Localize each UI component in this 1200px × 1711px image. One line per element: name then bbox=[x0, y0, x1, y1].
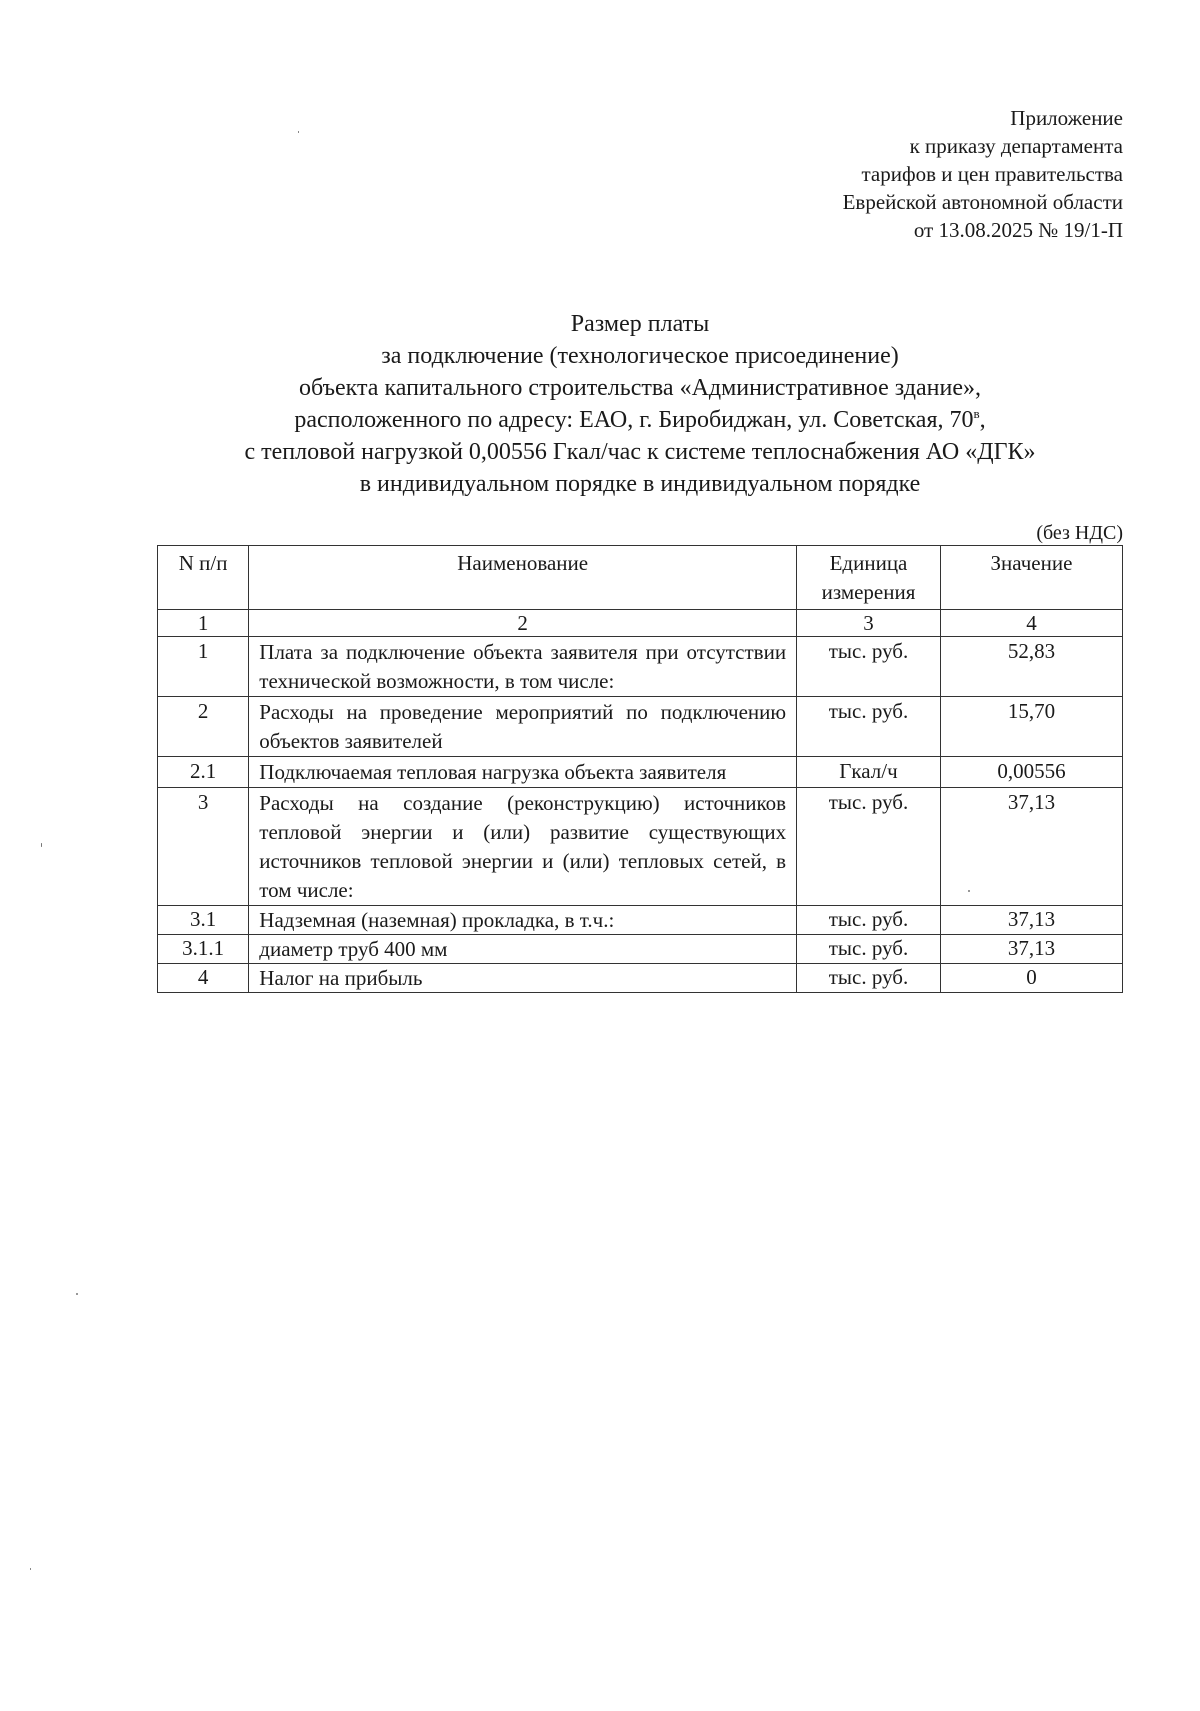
table-row bbox=[158, 637, 1123, 697]
title-line-3: объекта капитального строительства «Административное здание», bbox=[298, 375, 981, 401]
table-row bbox=[158, 788, 1123, 906]
scan-speck bbox=[968, 890, 970, 892]
scan-speck bbox=[298, 131, 299, 133]
row-unit: тыс. руб. bbox=[797, 906, 941, 935]
table-row bbox=[158, 757, 1123, 788]
row-unit: Гкал/ч bbox=[797, 757, 941, 788]
row-name: Надземная (наземная) прокладка, в т.ч.: bbox=[249, 906, 797, 935]
row-unit: тыс. руб. bbox=[797, 964, 941, 993]
table-row bbox=[158, 935, 1123, 964]
title-line-5: с тепловой нагрузкой 0,00556 Гкал/час к системе теплоснабжения АО «ДГК» bbox=[244, 439, 1036, 465]
row-unit: тыс. руб. bbox=[797, 788, 941, 906]
scan-speck bbox=[30, 1568, 31, 1570]
title-line-6: в индивидуальном порядке в индивидуальном порядке bbox=[359, 471, 921, 497]
title-address-comma: , bbox=[979, 407, 986, 433]
document-title bbox=[130, 308, 1150, 500]
appendix-line-2: к приказу департамента bbox=[909, 134, 1123, 158]
column-index-cell: 2 bbox=[249, 610, 797, 637]
row-value: 15,70 bbox=[940, 697, 1122, 757]
header-name: Наименование bbox=[249, 546, 797, 610]
vat-note: (без НДС) bbox=[1036, 522, 1123, 544]
row-num: 2.1 bbox=[158, 757, 249, 788]
row-num: 3.1 bbox=[158, 906, 249, 935]
row-unit: тыс. руб. bbox=[797, 697, 941, 757]
header-num: N п/п bbox=[158, 546, 249, 610]
row-value: 37,13 bbox=[940, 935, 1122, 964]
row-num: 3.1.1 bbox=[158, 935, 249, 964]
row-num: 3 bbox=[158, 788, 249, 906]
row-unit: тыс. руб. bbox=[797, 637, 941, 697]
title-line-4 bbox=[130, 404, 1150, 436]
table-header-row bbox=[158, 546, 1123, 610]
title-line-1: Размер платы bbox=[570, 311, 710, 337]
appendix-line-3: тарифов и цен правительства bbox=[861, 162, 1123, 186]
row-value: 0 bbox=[940, 964, 1122, 993]
table-row bbox=[158, 697, 1123, 757]
row-value: 37,13 bbox=[940, 906, 1122, 935]
row-num: 4 bbox=[158, 964, 249, 993]
title-line-2: за подключение (технологическое присоединение) bbox=[381, 343, 899, 369]
column-index-cell: 3 bbox=[797, 610, 941, 637]
appendix-line-1: Приложение bbox=[1010, 106, 1123, 130]
column-index-cell: 4 bbox=[940, 610, 1122, 637]
row-name: диаметр труб 400 мм bbox=[249, 935, 797, 964]
table-row bbox=[158, 906, 1123, 935]
header-value: Значение bbox=[940, 546, 1122, 610]
row-name: Расходы на проведение мероприятий по подключению объектов заявителей bbox=[249, 697, 797, 757]
header-unit: Единица измерения bbox=[797, 546, 941, 610]
row-name: Плата за подключение объекта заявителя при отсутствии технической возможности, в том числе: bbox=[249, 637, 797, 697]
column-index-row bbox=[158, 610, 1123, 637]
row-value: 37,13 bbox=[940, 788, 1122, 906]
scan-speck bbox=[76, 1293, 78, 1295]
row-num: 1 bbox=[158, 637, 249, 697]
row-value: 0,00556 bbox=[940, 757, 1122, 788]
appendix-header bbox=[843, 104, 1123, 244]
row-value: 52,83 bbox=[940, 637, 1122, 697]
column-index-cell: 1 bbox=[158, 610, 249, 637]
appendix-line-5: от 13.08.2025 № 19/1-П bbox=[913, 218, 1123, 242]
scan-speck bbox=[41, 843, 42, 847]
appendix-line-4: Еврейской автономной области bbox=[842, 190, 1123, 214]
table-row bbox=[158, 964, 1123, 993]
title-address-superscript: в bbox=[973, 406, 980, 421]
row-name: Расходы на создание (реконструкцию) источников тепловой энергии и (или) развитие существующих источников тепловой энергии и (или) тепловых сетей, в том числе: bbox=[249, 788, 797, 906]
fee-table bbox=[157, 545, 1123, 993]
row-name: Подключаемая тепловая нагрузка объекта заявителя bbox=[249, 757, 797, 788]
title-address: расположенного по адресу: ЕАО, г. Биробиджан, ул. Советская, 70 bbox=[294, 407, 974, 433]
row-name: Налог на прибыль bbox=[249, 964, 797, 993]
row-num: 2 bbox=[158, 697, 249, 757]
row-unit: тыс. руб. bbox=[797, 935, 941, 964]
